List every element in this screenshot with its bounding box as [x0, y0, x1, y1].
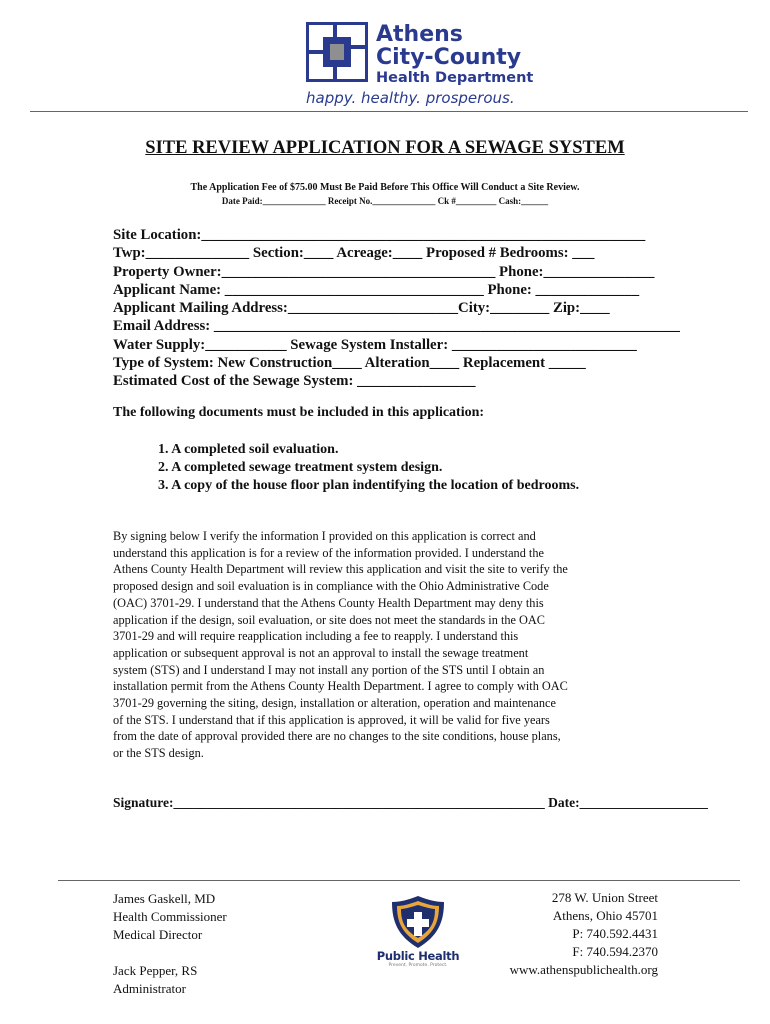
- list-item: 3. A copy of the house floor plan indentifying the location of bedrooms.: [158, 478, 580, 493]
- field-water-supply[interactable]: Water Supply:___________ Sewage System Installer: _________________________: [113, 336, 637, 353]
- logo-line-2: City-County: [376, 45, 522, 70]
- field-type-of-system[interactable]: Type of System: New Construction____ Alteration____ Replacement _____: [113, 355, 586, 372]
- field-mailing-address[interactable]: Applicant Mailing Address:_______________________City:________ Zip:____: [113, 300, 610, 317]
- signature-date-field[interactable]: Signature:_______________________________________________________ Date:___________________: [113, 795, 708, 810]
- paragraph-line: Athens County Health Department will review this application and visit the site to verify the: [113, 562, 568, 577]
- contact-line: [113, 944, 227, 962]
- documents-list: [158, 441, 579, 495]
- website-link[interactable]: www.athenspublichealth.org: [509, 962, 658, 977]
- field-site-location[interactable]: Site Location:____________________________________________________________: [113, 227, 646, 243]
- header-divider: [30, 111, 748, 112]
- agreement-paragraph: [113, 528, 658, 762]
- paragraph-line: installation permit from the Athens County Health Department. I agree to comply with OAC: [113, 679, 568, 694]
- contact-line: Administrator: [113, 981, 186, 996]
- form-title: SITE REVIEW APPLICATION FOR A SEWAGE SYSTEM: [145, 138, 625, 158]
- address-line: 278 W. Union Street: [551, 890, 658, 905]
- paragraph-line: or the STS design.: [113, 746, 204, 761]
- paragraph-line: 3701-29 governing the siting, design, installation or alteration, operation and maintenance: [113, 696, 556, 711]
- field-applicant-name[interactable]: Applicant Name: ___________________________________ Phone: ______________: [113, 281, 640, 298]
- paragraph-line: 3701-29 and will require reapplication including a fee to reapply. I understand this: [113, 629, 519, 644]
- paragraph-line: proposed design and soil evaluation is in compliance with the Ohio Administrative Code: [113, 579, 549, 594]
- field-estimated-cost[interactable]: Estimated Cost of the Sewage System: ________________: [113, 373, 476, 390]
- footer-address: [440, 889, 658, 979]
- phone-line: P: 740.592.4431: [572, 926, 658, 941]
- logo-line-3: Health Department: [376, 70, 534, 86]
- tagline: happy. healthy. prosperous.: [306, 89, 515, 107]
- paragraph-line: system (STS) and I understand I may not install any portion of the STS until I obtain an: [113, 662, 545, 677]
- paragraph-line: (OAC) 3701-29. I understand that the Athens County Health Department may deny this: [113, 595, 544, 610]
- public-health-subtext: Prevent. Promote. Protect.: [388, 963, 448, 968]
- documents-heading: The following documents must be included in this application:: [113, 405, 485, 420]
- fax-line: F: 740.594.2370: [572, 944, 658, 959]
- contact-line: James Gaskell, MD: [113, 891, 216, 906]
- fee-notice: The Application Fee of $75.00 Must Be Paid Before This Office Will Conduct a Site Review.: [190, 182, 580, 193]
- health-department-logo-mark: [306, 22, 368, 82]
- address-line: Athens, Ohio 45701: [552, 908, 658, 923]
- logo-line-1: Athens: [376, 22, 463, 47]
- field-email-address[interactable]: Email Address: _______________________________________________________________: [113, 318, 680, 335]
- contact-line: Health Commissioner: [113, 909, 227, 924]
- paragraph-line: application or subsequent approval is not an approval to install the sewage treatment: [113, 645, 529, 660]
- list-item: 1. A completed soil evaluation.: [158, 442, 339, 457]
- application-fields: [113, 226, 680, 391]
- field-township-section[interactable]: Twp:______________ Section:____ Acreage:____ Proposed # Bedrooms: ___: [113, 245, 595, 262]
- health-department-name: [376, 24, 533, 86]
- paragraph-line: By signing below I verify the information I provided on this application is correct and: [113, 529, 536, 543]
- contact-line: Jack Pepper, RS: [113, 963, 198, 978]
- footer-contacts: [113, 890, 227, 998]
- list-item: 2. A completed sewage treatment system design.: [158, 460, 443, 475]
- contact-line: Medical Director: [113, 927, 203, 942]
- public-health-logo-text: Public Health: [376, 949, 460, 963]
- field-property-owner[interactable]: Property Owner:_____________________________________ Phone:_______________: [113, 263, 655, 280]
- payment-line: Date Paid:______________ Receipt No.______________ Ck #_________ Cash:______: [221, 196, 549, 206]
- paragraph-line: from the date of approval provided there are no changes to the site conditions, house plans,: [113, 729, 561, 744]
- footer-divider: [58, 880, 740, 881]
- paragraph-line: understand this application is for a review of the information provided. I understand the: [113, 545, 544, 560]
- paragraph-line: of the STS. I understand that if this application is approved, it will be valid for five years: [113, 712, 550, 727]
- paragraph-line: application if the design, soil evaluation, or site does not meet the standards in the OAC: [113, 612, 546, 627]
